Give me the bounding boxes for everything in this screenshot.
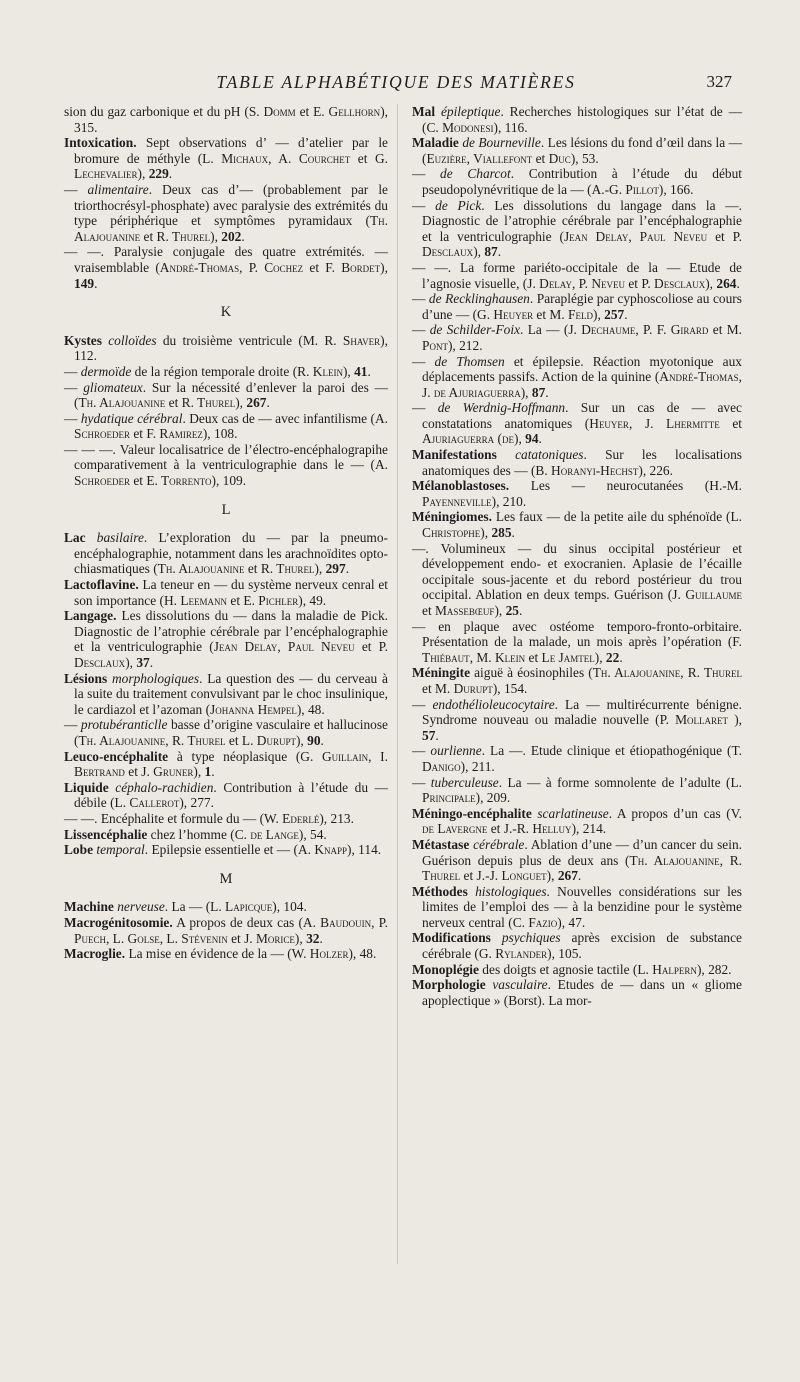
section-letter: M [219,870,233,887]
index-entry: Modifications psychiques après excision de substance cérébrale (G. Rylander), 105. [412,930,742,962]
index-entry: — —. La forme pariéto-occipitale de la — Etude de l’agnosie visuelle, (J. Delay, P. Neveu et P. Desclaux), 264. [412,259,742,291]
index-entry: Liquide céphalo-rachidien. Contribution à l’étude du — débile (L. Callerot), 277. [64,779,388,811]
index-entry: Méningo-encéphalite scarlatineuse. A propos d’un cas (V. de Lavergne et J.-R. Helluy), 214. [412,805,742,837]
index-entry: Méthodes histologiques. Nouvelles considérations sur les limites de l’emploi des — à la benzidine pour le système nerveux central (C. Fazio), 47. [412,883,742,930]
section-letter: K [220,304,232,321]
index-entry: sion du gaz carbonique et du pH (S. Domm et E. Gellhorn), 315. [64,104,388,135]
index-entry: Kystes colloïdes du troisième ventricule (M. R. Shaver), 112. [64,332,388,364]
index-entry: Langage. Les dissolutions du — dans la maladie de Pick. Diagnostic de l’atrophie cérébrale par l’encéphalographie et la ventriculographie (Jean Delay, Paul Neveu et P. Desclaux), 37. [64,608,388,670]
index-entry: Méningite aiguë à éosinophiles (Th. Alajouanine, R. Thurel et M. Durupt), 154. [412,665,742,696]
index-entry: — endothélioleucocytaire. La — multirécurrente bénigne. Syndrome nouveau ou maladie nouvelle (P. Mollaret ), 57. [412,696,742,743]
index-entry: Métastase cérébrale. Ablation d’une — d’un cancer du sein. Guérison depuis plus de deux ans (Th. Alajouanine, R. Thurel et J.-J. Longuet), 267. [412,836,742,884]
index-entry: — — —. Valeur localisatrice de l’électro-encéphalograpihe comparativement à la ventriculographie dans le — (A. Schroeder et E. Torrento), 109. [64,441,388,489]
index-entry: — de Thomsen et épilepsie. Réaction myotonique aux déplacements passifs. Action de la quinine (André-Thomas, J. de Ajuriaguerra), 87. [412,353,742,400]
page-number: 327 [706,72,732,91]
index-entry: Macrogénitosomie. A propos de deux cas (A. Baudouin, P. Puech, L. Golse, L. Stévenin et J. Morice), 32. [64,914,388,946]
index-entry: — de Recklinghausen. Paraplégie par cyphoscoliose au cours d’une — (G. Heuyer et M. Feld), 257. [412,291,742,322]
index-entry: Machine nerveuse. La — (L. Lapicque), 104. [64,899,307,915]
index-entry: — de Pick. Les dissolutions du langage dans la —. Diagnostic de l’atrophie cérébrale par l’encéphalographie et la ventriculographie (Jean Delay, Paul Neveu et P. Desclaux), 87. [412,197,742,260]
index-entry: — hydatique cérébral. Deux cas de — avec infantilisme (A. Schroeder et F. Ramirez), 108. [64,410,388,442]
section-letter: L [221,501,231,518]
index-entry: Mélanoblastoses. Les — neurocutanées (H.-M. Payenneville), 210. [412,478,742,509]
index-entry: — —. Encéphalite et formule du — (W. Ederlé), 213. [64,810,354,826]
index-entry: — —. Paralysie conjugale des quatre extrémités. — vraisemblable (André-Thomas, P. Cochez et F. Bordet), 149. [64,244,388,291]
index-entry: Lobe temporal. Epilepsie essentielle et — (A. Knapp), 114. [64,842,382,858]
index-entry: —. Volumineux — du sinus occipital postérieur et développement endo- et exocranien. Aplasie de l’écaille occipitale sous-jacente et du rebord postérieur du trou occipital. Ablation en deux temps. Guérison (J. Guillaume et Massebœuf), 25. [412,540,742,618]
index-entry: — gliomateux. Sur la nécessité d’enlever la paroi des — (Th. Alajouanine et R. Thurel), 267. [64,379,388,411]
index-entry: Manifestations catatoniques. Sur les localisations anatomiques des — (B. Horanyi-Hechst), 226. [412,447,742,478]
index-entry: — protubéranticlle basse d’origine vasculaire et hallucinose (Th. Alajouanine, R. Thurel et L. Durupt), 90. [64,717,388,748]
index-entry: Lissencéphalie chez l’homme (C. de Lange), 54. [64,826,327,842]
index-entry: Macroglie. La mise en évidence de la — (W. Holzer), 48. [64,946,377,962]
index-entry: — en plaque avec ostéome temporo-fronto-orbitaire. Présentation de la malade, un mois après l’opération (F. Thiébaut, M. Klein et Le Jamtel), 22. [412,618,742,665]
index-entry: Leuco-encéphalite à type néoplasique (G. Guillain, I. Bertrand et J. Gruner), 1. [64,748,388,780]
index-entry: Morphologie vasculaire. Etudes de — dans un « gliome apoplectique » (Borst). La mor- [412,977,743,1008]
index-entry: Lac basilaire. L’exploration du — par la pneumo-encéphalographie, notamment dans les arachnoïdites opto-chiasmatiques (Th. Alajouanine et R. Thurel), 297. [64,530,388,577]
right-column [412,104,742,1008]
index-entry: Lactoflavine. La teneur en — du système nerveux cenral et son importance (H. Leemann et E. Pichler), 49. [64,577,388,608]
index-entry: — alimentaire. Deux cas d’— (probablement par le triorthocrésyl-phosphate) avec paralysie des extrémités du type périphérique et symptômes pyramidaux (Th. Alajouanine et R. Thurel), 202. [64,181,388,244]
index-entry: — de Werdnig-Hoffmann. Sur un cas de — avec constatations anatomiques (Heuyer, J. Lhermitte et Ajuriaguerra (de), 94. [412,400,742,447]
index-entry: Maladie de Bourneville. Les lésions du fond d’œil dans la — (Euzière, Viallefont et Duc), 53. [412,135,742,166]
index-entry: Monoplégie des doigts et agnosie tactile (L. Halpern), 282. [412,961,732,977]
index-entry: — dermoïde de la région temporale droite (R. Klein), 41. [64,363,371,379]
index-entry: — ourlienne. La —. Etude clinique et étiopathogénique (T. Danigo), 211. [412,743,742,774]
index-entry: Intoxication. Sept observations d’ — d’atelier par le bromure de méthyle (L. Michaux, A. Courchet et G. Lechevalier), 229. [64,135,388,182]
page-header [60,72,732,98]
index-entry: — de Charcot. Contribution à l’étude du début pseudopolynévritique de la — (A.-G. Pillot), 166. [412,166,742,197]
left-column [64,104,388,962]
index-entry: Lésions morphologiques. La question des — du cerveau à la suite du traitement convulsivant par le choc insulinique, le cardiazol et l’azoman (Johanna Hempel), 48. [64,670,388,717]
index-entry: Mal épileptique. Recherches histologiques sur l’état de — (C. Modonesi), 116. [412,104,742,135]
index-entry: — de Schilder-Foix. La — (J. Dechaume, P. F. Girard et M. Pont), 212. [412,322,742,353]
index-entry: Méningiomes. Les faux — de la petite aile du sphénoïde (L. Christophe), 285. [412,509,742,541]
column-divider [397,104,398,1264]
index-entry: — tuberculeuse. La — à forme somnolente de l’adulte (L. Principale), 209. [412,774,742,806]
running-title: TABLE ALPHABÉTIQUE DES MATIÈRES [216,72,576,92]
